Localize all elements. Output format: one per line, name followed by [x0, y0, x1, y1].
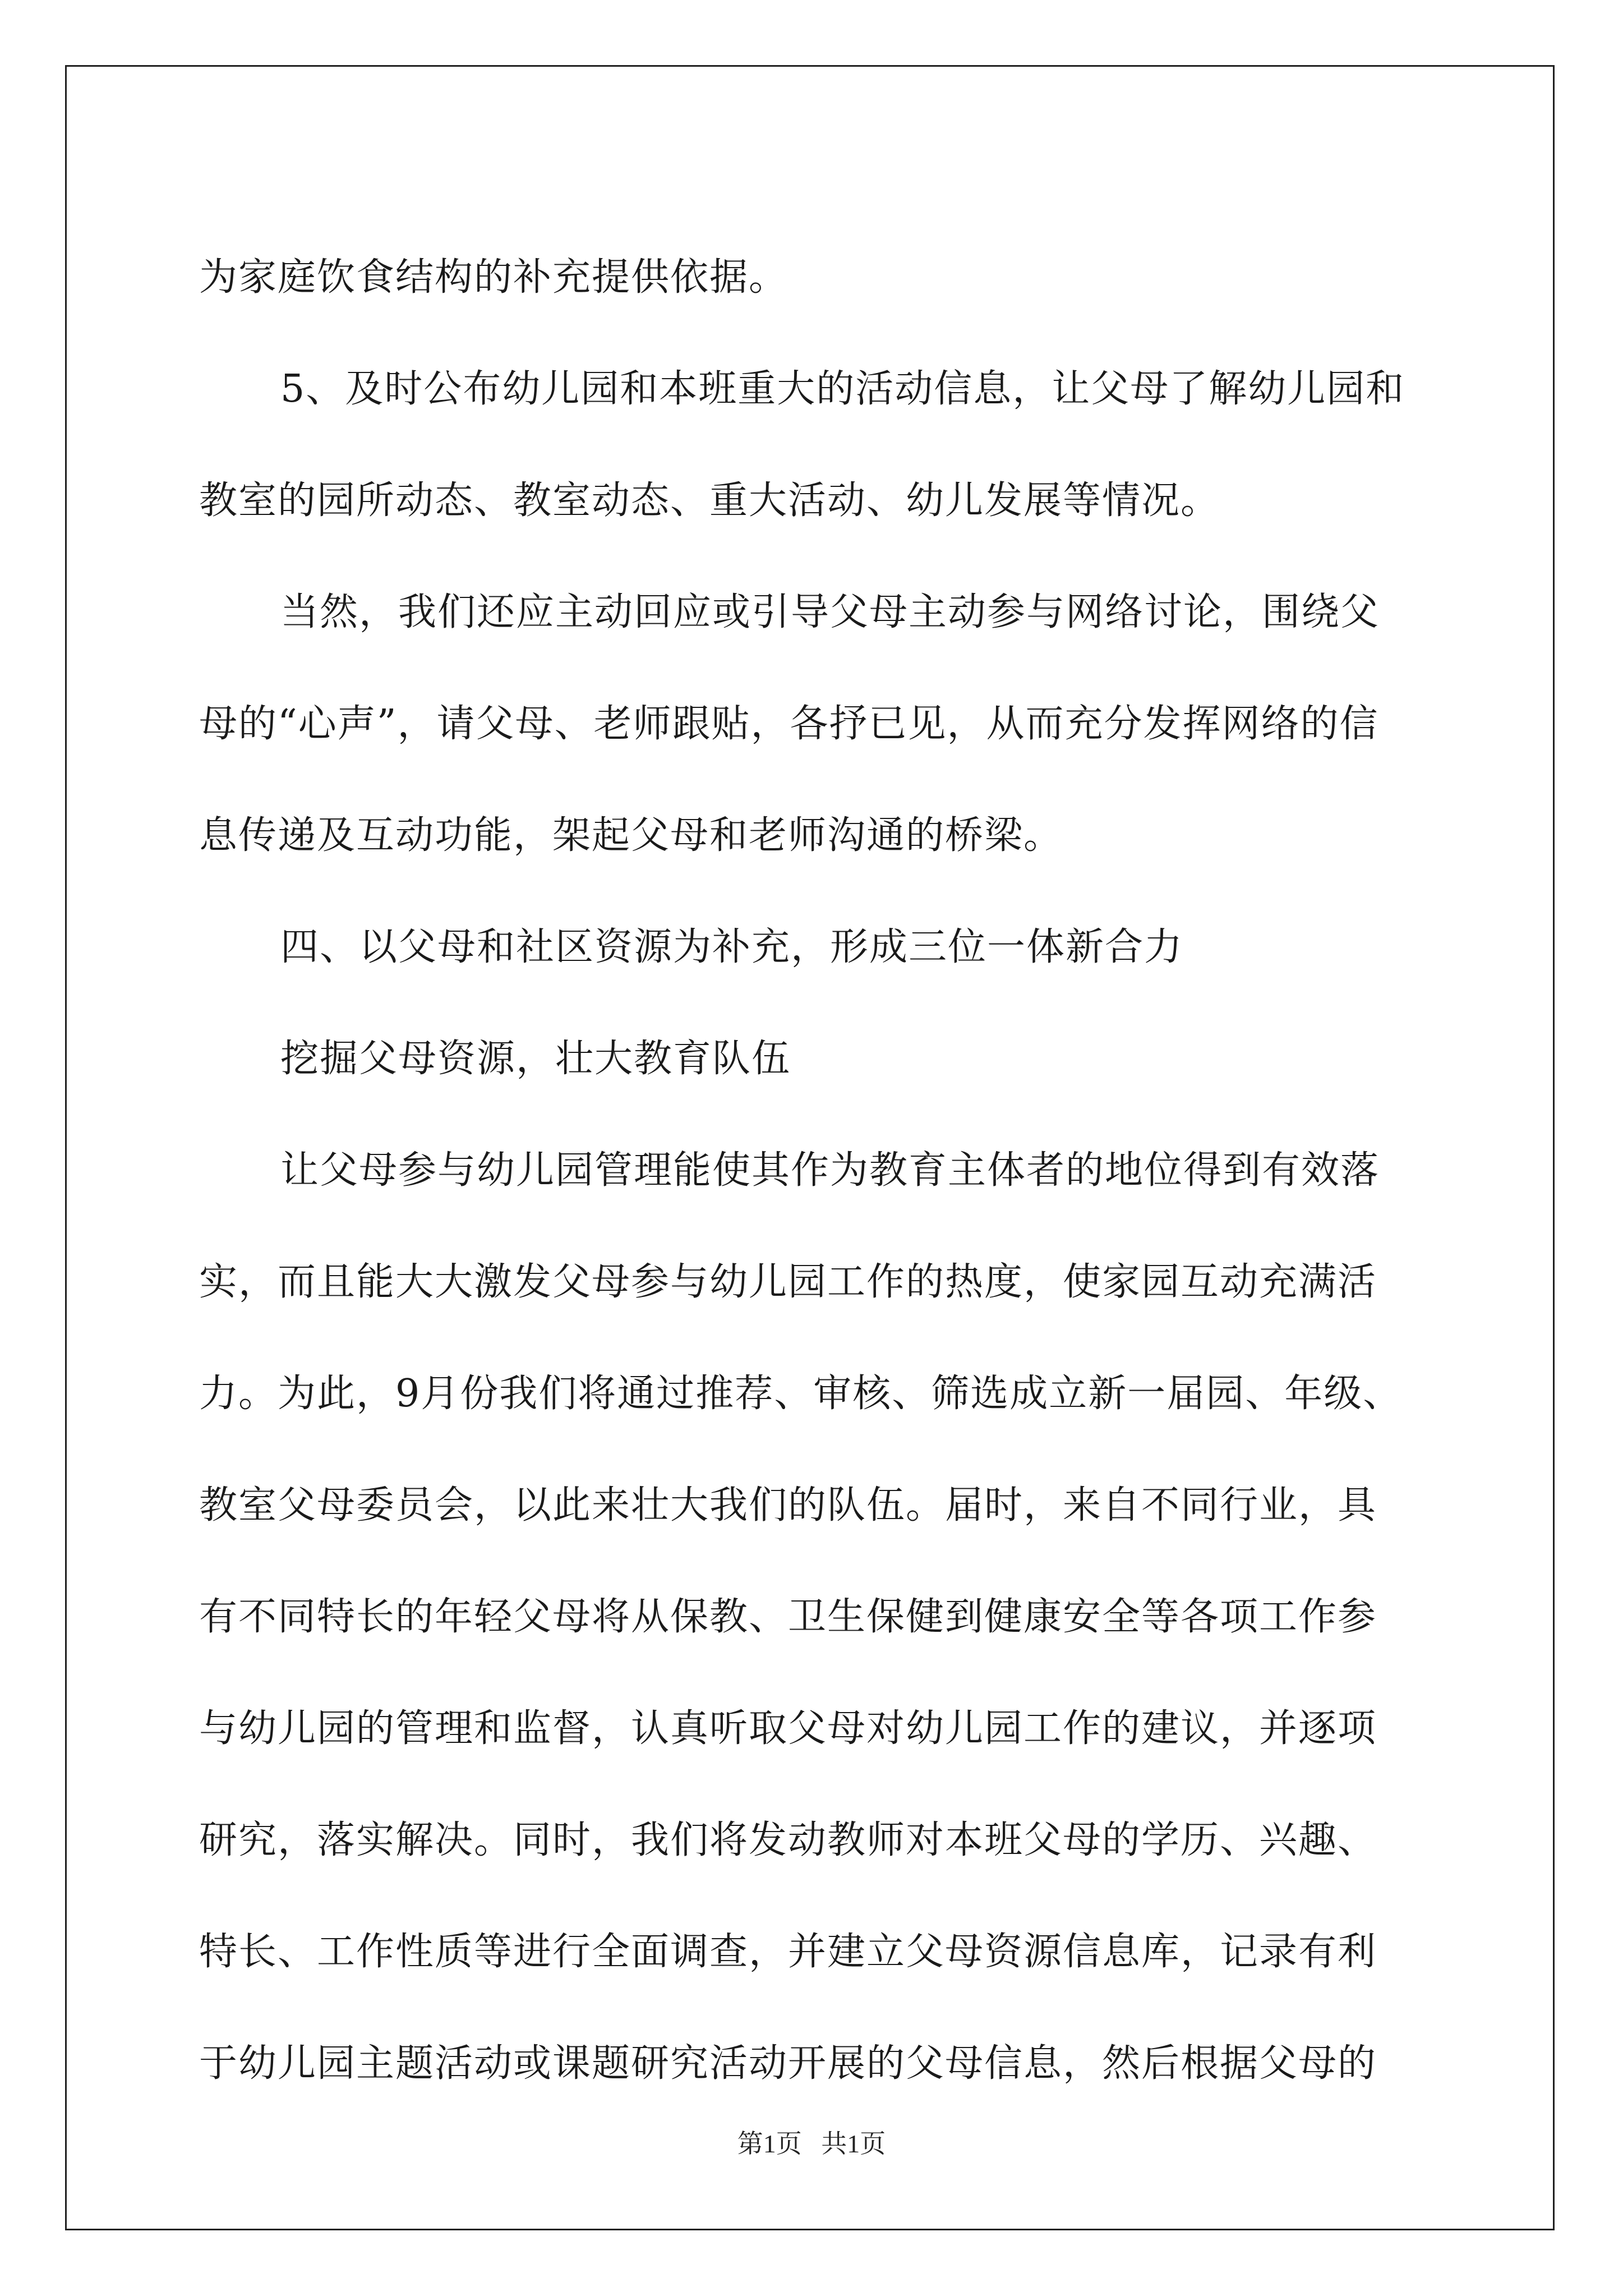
document-body — [199, 222, 1438, 2119]
text-line: 研究，落实解决。同时，我们将发动教师对本班父母的学历、兴趣、 — [199, 1818, 1377, 1862]
text-line: 与幼儿园的管理和监督，认真听取父母对幼儿园工作的建议，并逐项 — [199, 1706, 1377, 1751]
text-line: 有不同特长的年轻父母将从保教、卫生保健到健康安全等各项工作参 — [199, 1595, 1377, 1639]
subsection-heading: 挖掘父母资源，壮大教育队伍 — [280, 1037, 791, 1081]
text-line: 教室的园所动态、教室动态、重大活动、幼儿发展等情况。 — [199, 478, 1220, 523]
section-heading: 四、以父母和社区资源为补充，形成三位一体新合力 — [280, 925, 1184, 969]
text-line: 5、及时公布幼儿园和本班重大的活动信息，让父母了解幼儿园和 — [280, 367, 1405, 411]
text-line: 于幼儿园主题活动或课题研究活动开展的父母信息，然后根据父母的 — [199, 2041, 1377, 2086]
text-line: 当然，我们还应主动回应或引导父母主动参与网络讨论，围绕父 — [280, 590, 1380, 634]
text-line: 特长、工作性质等进行全面调查，并建立父母资源信息库，记录有利 — [199, 1930, 1377, 1974]
text-line: 息传递及互动功能，架起父母和老师沟通的桥梁。 — [199, 813, 1063, 858]
text-line: 力。为此，9月份我们将通过推荐、审核、筛选成立新一届园、年级、 — [199, 1372, 1403, 1416]
text-line: 让父母参与幼儿园管理能使其作为教育主体者的地位得到有效落 — [280, 1148, 1380, 1193]
text-line: 母的“心声”，请父母、老师跟贴，各抒已见，从而充分发挥网络的信 — [199, 702, 1379, 746]
text-line: 教室父母委员会，以此来壮大我们的队伍。届时，来自不同行业，具 — [199, 1483, 1377, 1527]
text-line: 实，而且能大大激发父母参与幼儿园工作的热度，使家园互动充满活 — [199, 1260, 1377, 1304]
page-footer: 第1页 共1页 — [737, 2129, 886, 2158]
text-line: 为家庭饮食结构的补充提供依据。 — [199, 255, 789, 300]
